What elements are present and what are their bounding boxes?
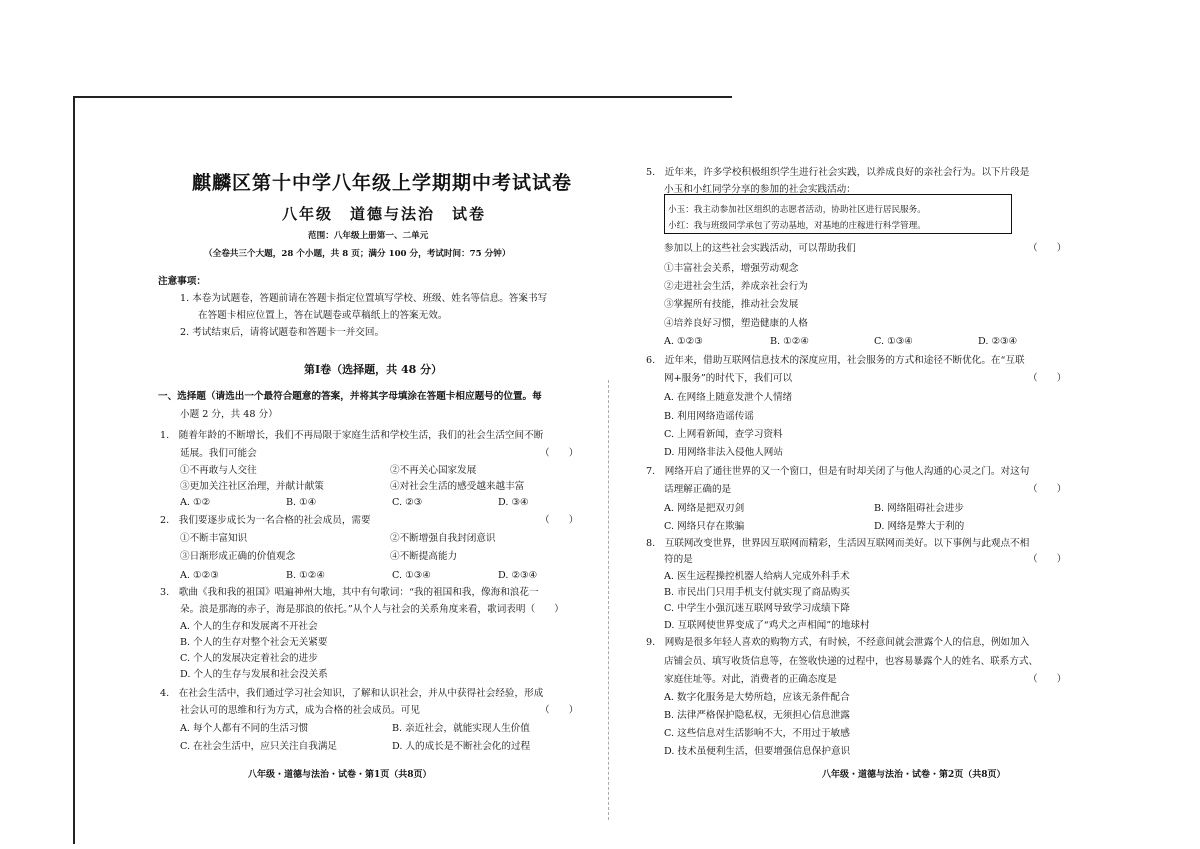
q1-item-1: ①不再敢与人交往 [180,465,257,476]
exam-subtitle: 八年级 道德与法治 试卷 [282,205,487,223]
q9-option-a: A. 数字化服务是大势所趋，应该无条件配合 [664,692,850,703]
question-5-stem: 参加以上的这些社会实践活动，可以帮助我们 [664,243,856,254]
q8-option-c: C. 中学生小强沉迷互联网导致学习成绩下降 [664,603,850,614]
question-1-cont: 延展。我们可能会 [180,448,257,459]
q5-option-c: C. ①③④ [874,336,913,347]
question-8-cont: 符的是 [664,554,693,565]
q9-option-b: B. 法律严格保护隐私权，无须担心信息泄露 [664,710,850,721]
q6-option-a: A. 在网络上随意发泄个人情绪 [664,392,793,403]
q4-option-c: C. 在社会生活中，应只关注自我满足 [180,741,338,752]
answer-paren: （ ） [1028,484,1067,495]
q9-option-d: D. 技术虽便利生活，但要增强信息保护意识 [664,746,851,757]
q2-item-4: ④不断提高能力 [390,551,458,562]
question-4: 4. 在社会生活中，我们通过学习社会知识，了解和认识社会，并从中获得社会经验，形成 [160,688,544,699]
question-5-cont: 小玉和小红同学分享的参加的社会实践活动： [664,184,856,195]
exam-title: 麒麟区第十中学八年级上学期期中考试试卷 [192,172,573,194]
question-2: 2. 我们要逐步成长为一名合格的社会成员，需要 [160,515,371,526]
q2-option-d: D. ②③④ [498,570,538,581]
q5-item-2: ②走进社会生活，养成亲社会行为 [664,281,808,292]
q4-option-d: D. 人的成长是不断社会化的过程 [392,741,531,752]
q6-option-d: D. 用网络非法入侵他人网站 [664,447,783,458]
q4-option-b: B. 亲近社会，就能实现人生价值 [392,723,530,734]
q7-option-c: C. 网络只存在欺骗 [664,521,745,532]
q6-option-c: C. 上网看新闻，查学习资料 [664,429,783,440]
q3-option-a: A. 个人的生存和发展离不开社会 [180,621,318,632]
quote-line-2: 小红：我与班级同学承包了劳动基地，对基地的庄稼进行科学管理。 [668,221,926,231]
q1-item-4: ④对社会生活的感受越来越丰富 [390,481,525,492]
q9-option-c: C. 这些信息对生活影响不大，不用过于敏感 [664,728,850,739]
scan-border-top [74,96,732,98]
question-3: 3. 歌曲《我和我的祖国》唱遍神州大地，其中有句歌词：“我的祖国和我，像海和浪花一 [160,587,539,598]
q5-item-4: ④培养良好习惯，塑造健康的人格 [664,318,808,329]
answer-paren: （ ） [1028,243,1067,254]
notice-1: 1. 本卷为试题卷，答题前请在答题卡指定位置填写学校、班级、姓名等信息。答案书写 [180,293,548,304]
q7-option-d: D. 网络是弊大于利的 [874,521,965,532]
q1-option-d: D. ③④ [498,497,529,508]
q8-option-b: B. 市民出门只用手机支付就实现了商品购买 [664,587,850,598]
q3-option-d: D. 个人的生存与发展和社会没关系 [180,669,328,680]
exam-info: （全卷共三个大题，28 个小题，共 8 页；满分 100 分，考试时间：75 分钟） [204,249,511,259]
q2-item-1: ①不断丰富知识 [180,533,248,544]
part1-heading: 一、选择题（请选出一个最符合题意的答案，并将其字母填涂在答题卡相应题号的位置。每 [158,391,542,402]
page-footer: 八年级・道德与法治・试卷・第1页（共8页） [248,770,432,780]
q3-option-c: C. 个人的发展决定着社会的进步 [180,653,318,664]
q3-option-b: B. 个人的生存对整个社会无关紧要 [180,637,328,648]
question-9-cont-2: 家庭住址等。对此，消费者的正确态度是 [664,674,837,685]
question-1: 1. 随着年龄的不断增长，我们不再局限于家庭生活和学校生活，我们的社会生活空间不断 [160,430,544,441]
answer-paren: （ ） [540,448,579,459]
question-6-cont: 网+服务”的时代下，我们可以 [664,373,793,384]
page-fold-line [608,380,609,820]
q2-option-b: B. ①②④ [286,570,325,581]
q2-item-2: ②不断增强自我封闭意识 [390,533,496,544]
question-6: 6. 近年来，借助互联网信息技术的深度应用，社会服务的方式和途径不断优化。在“互联 [646,355,1025,366]
question-7-cont: 话理解正确的是 [664,484,732,495]
q6-option-b: B. 利用网络造谣传谣 [664,411,754,422]
notice-title: 注意事项： [158,276,206,287]
answer-paren: （ ） [540,705,579,716]
q7-option-b: B. 网络阻碍社会进步 [874,503,964,514]
section-title: 第Ⅰ卷（选择题，共 48 分） [304,363,443,376]
answer-paren: （ ） [1028,554,1067,565]
part1-heading-cont: 小题 2 分，共 48 分） [180,409,278,420]
question-5: 5. 近年来，许多学校积极组织学生进行社会实践，以养成良好的亲社会行为。以下片段是 [646,167,1030,178]
question-7: 7. 网络开启了通往世界的又一个窗口，但是有时却关闭了与他人沟通的心灵之门。对这句 [646,466,1030,477]
q2-option-a: A. ①②③ [180,570,219,581]
answer-paren: （ ） [540,515,579,526]
q1-item-2: ②不再关心国家发展 [390,465,477,476]
q1-option-b: B. ①④ [286,497,317,508]
question-4-cont: 社会认可的思维和行为方式，成为合格的社会成员。可见 [180,705,420,716]
page-footer: 八年级・道德与法治・试卷・第2页（共8页） [822,770,1006,780]
q2-item-3: ③日渐形成正确的价值观念 [180,551,296,562]
q1-item-3: ③更加关注社区治理，并献计献策 [180,481,324,492]
question-3-cont: 朵。浪是那海的赤子，海是那浪的依托。”从个人与社会的关系角度来看，歌词表明（ ） [180,604,564,615]
scan-border-left [73,96,75,844]
answer-paren: （ ） [1028,373,1067,384]
q8-option-d: D. 互联网使世界变成了“鸡犬之声相闻”的地球村 [664,620,870,631]
question-9: 9. 网购是很多年轻人喜欢的购物方式，有时候，不经意间就会泄露个人的信息，例如加入 [646,637,1030,648]
q7-option-a: A. 网络是把双刃剑 [664,503,745,514]
q5-item-3: ③掌握所有技能，推动社会发展 [664,299,799,310]
notice-1-cont: 在答题卡相应位置上，答在试题卷或草稿纸上的答案无效。 [198,310,448,321]
q5-option-b: B. ①②④ [770,336,809,347]
q1-option-a: A. ①② [180,497,211,508]
question-9-cont-1: 店铺会员、填写收货信息等，在签收快递的过程中，也容易暴露个人的姓名、联系方式、 [664,656,1039,667]
q5-option-d: D. ②③④ [978,336,1018,347]
q4-option-a: A. 每个人都有不同的生活习惯 [180,723,309,734]
q1-option-c: C. ②③ [392,497,423,508]
question-8: 8. 互联网改变世界，世界因互联网而精彩，生活因互联网而美好。以下事例与此观点不相 [646,538,1030,549]
exam-scope: 范围：八年级上册第一、二单元 [308,231,429,241]
quote-line-1: 小玉：我主动参加社区组织的志愿者活动，协助社区进行居民服务。 [668,205,926,215]
q5-item-1: ①丰富社会关系，增强劳动观念 [664,263,799,274]
q8-option-a: A. 医生远程操控机器人给病人完成外科手术 [664,571,850,582]
notice-2: 2. 考试结束后，请将试题卷和答题卡一并交回。 [180,327,385,338]
q5-option-a: A. ①②③ [664,336,703,347]
q2-option-c: C. ①③④ [392,570,431,581]
answer-paren: （ ） [1028,674,1067,685]
